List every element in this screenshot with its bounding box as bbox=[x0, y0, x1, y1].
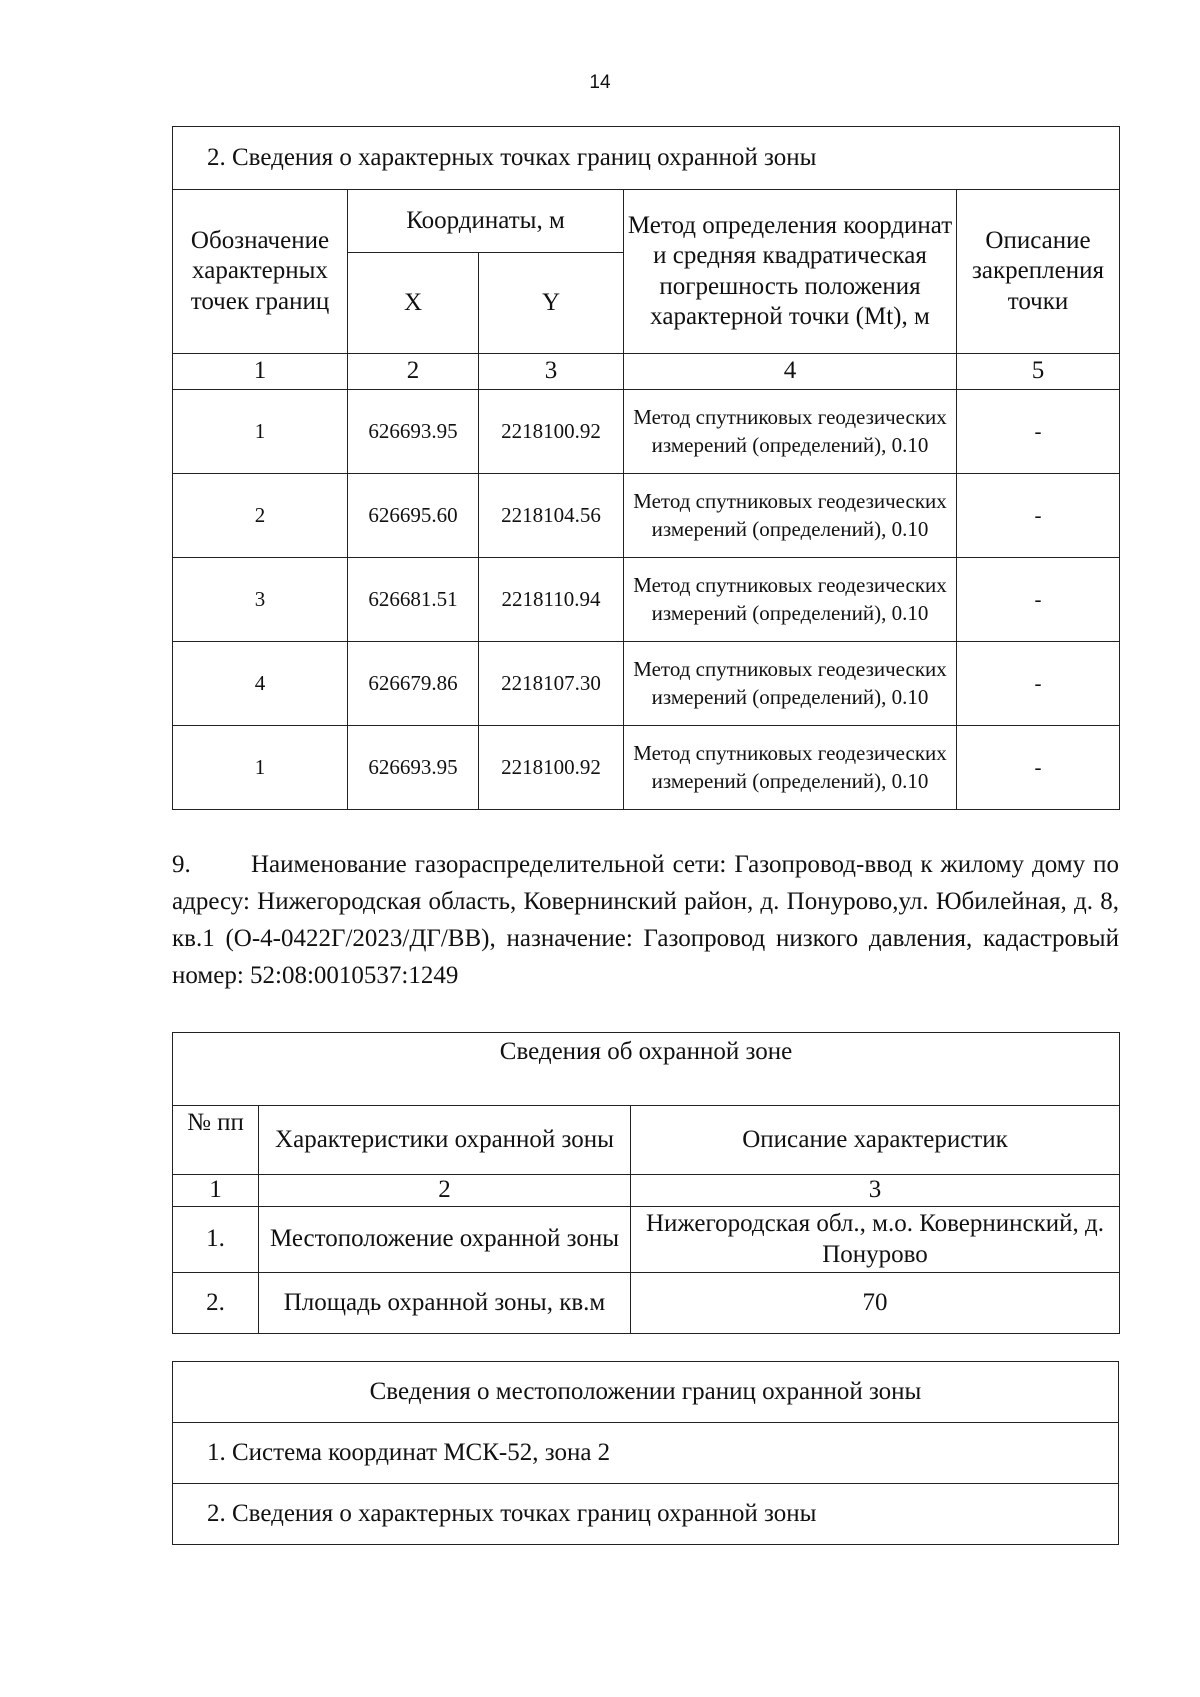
method-cell: Метод спутниковых геодезических измерений (определений), 0.10 bbox=[624, 558, 957, 642]
coord-y: 2218100.92 bbox=[479, 390, 624, 474]
coord-y: 2218110.94 bbox=[479, 558, 624, 642]
column-number: 2 bbox=[348, 354, 479, 390]
coord-x: 626693.95 bbox=[348, 390, 479, 474]
column-number: 4 bbox=[624, 354, 957, 390]
header-coordinates: Координаты, м bbox=[348, 190, 624, 253]
column-number: 1 bbox=[173, 354, 348, 390]
table-row bbox=[173, 390, 1120, 474]
table-row bbox=[173, 726, 1120, 810]
point-id: 4 bbox=[173, 642, 348, 726]
fixation-desc: - bbox=[957, 726, 1120, 810]
method-cell: Метод спутниковых геодезических измерений (определений), 0.10 bbox=[624, 642, 957, 726]
fixation-desc: - bbox=[957, 474, 1120, 558]
header-characteristics: Характеристики охранной зоны bbox=[259, 1106, 631, 1175]
boundary-points-heading-row: 2. Сведения о характерных точках границ охранной зоны bbox=[173, 1484, 1119, 1545]
column-number: 5 bbox=[957, 354, 1120, 390]
table-row bbox=[173, 642, 1120, 726]
coord-x: 626681.51 bbox=[348, 558, 479, 642]
header-characteristics-description: Описание характеристик bbox=[631, 1106, 1120, 1175]
header-y: Y bbox=[479, 253, 624, 354]
fixation-desc: - bbox=[957, 390, 1120, 474]
section-paragraph bbox=[172, 846, 1119, 994]
characteristic-cell: Местоположение охранной зоны bbox=[259, 1207, 631, 1273]
table-row bbox=[173, 558, 1120, 642]
header-designation: Обозначение характерных точек границ bbox=[173, 190, 348, 354]
coordinate-system-row: 1. Система координат МСК-52, зона 2 bbox=[173, 1423, 1119, 1484]
header-x: X bbox=[348, 253, 479, 354]
characteristic-value: 70 bbox=[631, 1273, 1120, 1334]
header-num: № пп bbox=[173, 1106, 259, 1175]
column-number-row bbox=[173, 354, 1120, 390]
column-number: 3 bbox=[479, 354, 624, 390]
fixation-desc: - bbox=[957, 558, 1120, 642]
boundary-location-title: Сведения о местоположении границ охранной зоны bbox=[173, 1362, 1119, 1423]
point-id: 1 bbox=[173, 726, 348, 810]
boundary-points-table-title: 2. Сведения о характерных точках границ охранной зоны bbox=[173, 127, 1120, 190]
characteristic-value: Нижегородская обл., м.о. Ковернинский, д. Понурово bbox=[631, 1207, 1120, 1273]
coord-y: 2218107.30 bbox=[479, 642, 624, 726]
protected-zone-info-table bbox=[172, 1032, 1120, 1334]
paragraph-text: Наименование газораспределительной сети: Газопровод-ввод к жилому дому по адресу: Нижегородская область, Ковернинский район, д. Понурово,ул. Юбилейная, д. 8, кв.1 (О-4-0422Г/2023/ДГ/ВВ), назначение: Газопровод низкого давления, кадастровый номер: 52:08:0010537:1249 bbox=[172, 851, 1119, 989]
column-number: 2 bbox=[259, 1175, 631, 1207]
protected-zone-info-title: Сведения об охранной зоне bbox=[173, 1033, 1120, 1106]
boundary-location-table bbox=[172, 1361, 1119, 1545]
coord-x: 626695.60 bbox=[348, 474, 479, 558]
column-number: 3 bbox=[631, 1175, 1120, 1207]
header-method: Метод определения координат и средняя квадратическая погрешность положения характерной точки (Mt), м bbox=[624, 190, 957, 354]
point-id: 2 bbox=[173, 474, 348, 558]
point-id: 1 bbox=[173, 390, 348, 474]
column-number-row bbox=[173, 1175, 1120, 1207]
paragraph-number: 9. bbox=[172, 851, 191, 878]
table-row bbox=[173, 1273, 1120, 1334]
table-row bbox=[173, 474, 1120, 558]
page-number: 14 bbox=[589, 72, 611, 93]
coord-x: 626679.86 bbox=[348, 642, 479, 726]
method-cell: Метод спутниковых геодезических измерений (определений), 0.10 bbox=[624, 726, 957, 810]
column-number: 1 bbox=[173, 1175, 259, 1207]
coord-x: 626693.95 bbox=[348, 726, 479, 810]
point-id: 3 bbox=[173, 558, 348, 642]
header-description: Описание закрепления точки bbox=[957, 190, 1120, 354]
row-number: 2. bbox=[173, 1273, 259, 1334]
table-row bbox=[173, 1207, 1120, 1273]
method-cell: Метод спутниковых геодезических измерений (определений), 0.10 bbox=[624, 474, 957, 558]
fixation-desc: - bbox=[957, 642, 1120, 726]
row-number: 1. bbox=[173, 1207, 259, 1273]
coord-y: 2218100.92 bbox=[479, 726, 624, 810]
boundary-points-table bbox=[172, 126, 1120, 810]
coord-y: 2218104.56 bbox=[479, 474, 624, 558]
method-cell: Метод спутниковых геодезических измерений (определений), 0.10 bbox=[624, 390, 957, 474]
characteristic-cell: Площадь охранной зоны, кв.м bbox=[259, 1273, 631, 1334]
